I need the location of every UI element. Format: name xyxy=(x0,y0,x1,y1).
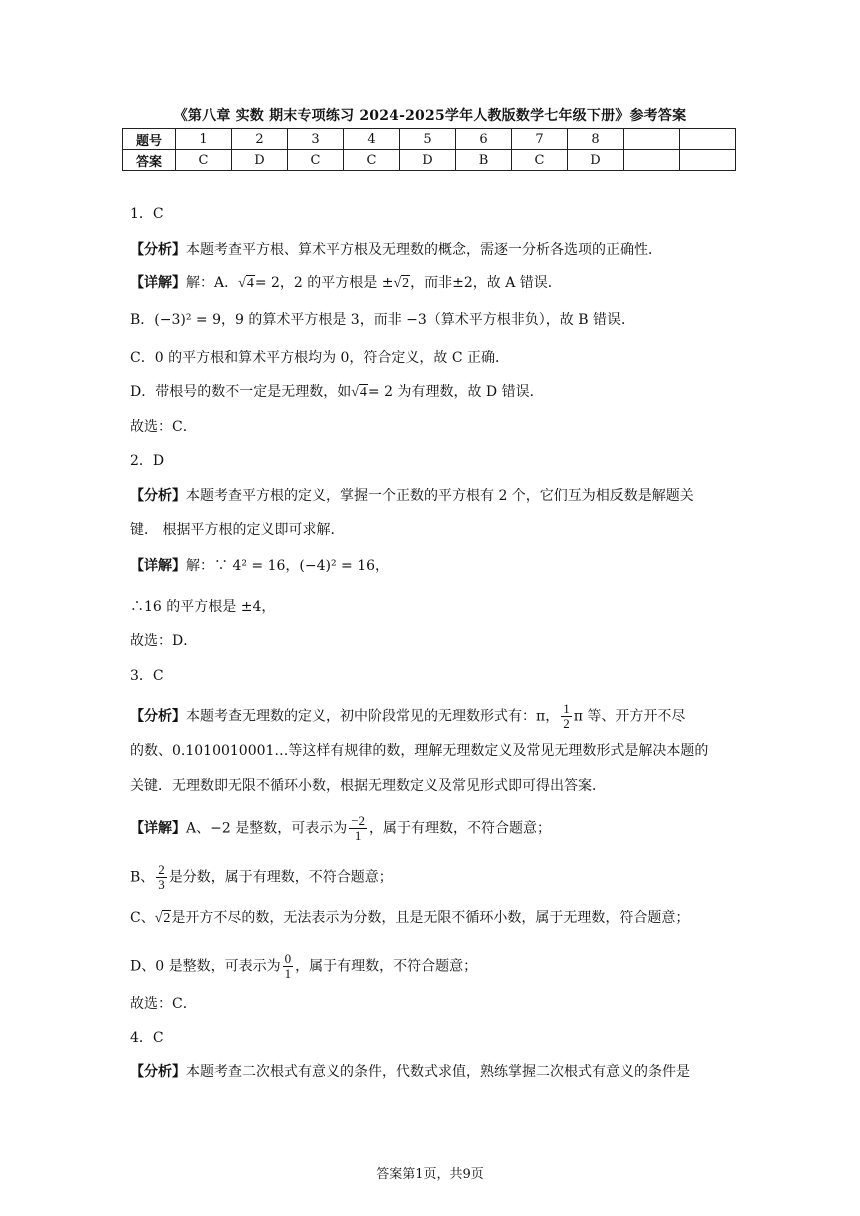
fraction xyxy=(561,702,572,731)
table-cell: 3 xyxy=(288,129,344,150)
detail-tag: 【详解】 xyxy=(130,820,186,837)
answer-table xyxy=(122,128,736,171)
sqrt-expression: √2 xyxy=(393,276,410,291)
detail-text: D．带根号的数不一定是无理数，如 xyxy=(130,384,352,400)
denominator: 3 xyxy=(158,877,165,892)
q3-option-c xyxy=(130,908,689,929)
answer-row xyxy=(123,150,736,171)
q2-heading: 2．D xyxy=(130,453,165,469)
detail-text: ，属于有理数，不符合题意； xyxy=(295,958,478,975)
numerator: −2 xyxy=(351,813,366,828)
detail-text: ，而非±2，故 A 错误． xyxy=(410,275,562,291)
q1-heading: 1．C xyxy=(130,206,164,222)
table-cell: D xyxy=(232,150,288,171)
q3-choose: 故选：C． xyxy=(130,996,197,1012)
table-cell: C xyxy=(288,150,344,171)
table-cell: 2 xyxy=(232,129,288,150)
page-title: 《第八章 实数 期末专项练习 2024-2025学年人教版数学七年级下册》参考答案 xyxy=(173,108,687,124)
table-cell: 8 xyxy=(568,129,624,150)
q1-choose: 故选：C． xyxy=(130,419,197,435)
radicand: 4 xyxy=(359,385,367,400)
detail-tag: 【详解】 xyxy=(130,275,186,291)
numerator: 2 xyxy=(158,862,165,877)
denominator: 2 xyxy=(563,716,570,731)
detail-text: 是分数，属于有理数，不符合题意； xyxy=(168,869,393,886)
sqrt-expression: √4 xyxy=(351,385,367,400)
detail-text: 是开方不尽的数，无法表示为分数，且是无限不循环小数，属于无理数，符合题意； xyxy=(171,910,690,926)
q1-option-d xyxy=(130,382,544,403)
fraction xyxy=(283,952,294,981)
fraction xyxy=(349,814,367,843)
q4-analysis xyxy=(130,1062,690,1082)
q1-detail xyxy=(130,273,562,294)
q3-analysis-cont: 的数、0.1010010001…等这样有规律的数，理解无理数定义及常见无理数形式是解决本题的 xyxy=(130,743,709,759)
question-number-row xyxy=(123,129,736,150)
table-cell xyxy=(680,150,736,171)
analysis-text: 本题考查无理数的定义，初中阶段常见的无理数形式有：π， xyxy=(186,708,560,725)
analysis-tag: 【分析】 xyxy=(130,1064,186,1080)
table-cell xyxy=(624,150,680,171)
table-cell xyxy=(680,129,736,150)
table-cell xyxy=(624,129,680,150)
q2-choose: 故选：D． xyxy=(130,633,198,649)
q3-heading: 3．C xyxy=(130,668,164,684)
analysis-text: 本题考查二次根式有意义的条件，代数式求值，熟练掌握二次根式有意义的条件是 xyxy=(186,1064,690,1080)
analysis-tag: 【分析】 xyxy=(130,708,186,725)
fraction xyxy=(156,863,167,892)
numerator: 0 xyxy=(284,951,292,966)
detail-text: 解：∵ 4² = 16，(−4)² = 16， xyxy=(186,558,390,574)
analysis-text: 本题考查平方根的定义，掌握一个正数的平方根有 2 个，它们互为相反数是解题关 xyxy=(186,488,694,504)
analysis-text: π 等、开方开不尽 xyxy=(573,708,686,725)
q2-detail xyxy=(130,556,389,576)
table-cell: 1 xyxy=(176,129,232,150)
detail-text: C、 xyxy=(130,910,155,926)
q1-option-b: B．(−3)² = 9，9 的算术平方根是 3，而非 −3（算术平方根非负），故 B 错误． xyxy=(130,312,635,328)
radicand: 4 xyxy=(246,276,254,291)
q2-analysis-cont: 键． 根据平方根的定义即可求解． xyxy=(130,522,345,538)
q3-option-b xyxy=(130,863,393,892)
sqrt-expression: √4 xyxy=(238,276,254,291)
radicand: 2 xyxy=(163,911,171,926)
table-cell: B xyxy=(456,150,512,171)
sqrt-expression: √2 xyxy=(154,911,171,926)
denominator: 1 xyxy=(284,966,292,981)
numerator: 1 xyxy=(563,701,570,716)
table-cell: D xyxy=(568,150,624,171)
analysis-tag: 【分析】 xyxy=(130,488,186,504)
q3-option-d xyxy=(130,952,477,981)
q3-analysis xyxy=(130,702,685,731)
detail-text: D、0 是整数，可表示为 xyxy=(130,958,281,975)
table-cell: 5 xyxy=(400,129,456,150)
table-cell: 7 xyxy=(512,129,568,150)
q1-analysis xyxy=(130,240,662,260)
q2-analysis xyxy=(130,486,694,506)
denominator: 1 xyxy=(354,828,362,843)
table-cell: C xyxy=(512,150,568,171)
analysis-text: 本题考查平方根、算术平方根及无理数的概念，需逐一分析各选项的正确性． xyxy=(186,242,662,258)
detail-text: B、 xyxy=(130,869,155,886)
q1-option-c: C．0 的平方根和算术平方根均为 0，符合定义，故 C 正确． xyxy=(130,350,510,366)
detail-text: A、−2 是整数，可表示为 xyxy=(186,820,348,837)
row-label-number: 题号 xyxy=(123,129,176,150)
detail-text: 解：A． xyxy=(186,275,239,291)
q3-analysis-cont: 关键．无理数即无限不循环小数，根据无理数定义及常见形式即可得出答案． xyxy=(130,778,606,794)
table-cell: C xyxy=(344,150,400,171)
table-cell: D xyxy=(400,150,456,171)
detail-text: = 2，2 的平方根是 ± xyxy=(254,275,394,291)
analysis-tag: 【分析】 xyxy=(130,242,186,258)
detail-text: ，属于有理数，不符合题意； xyxy=(369,820,552,837)
detail-text: = 2 为有理数，故 D 错误． xyxy=(367,384,544,400)
table-cell: 6 xyxy=(456,129,512,150)
q4-heading: 4．C xyxy=(130,1030,164,1046)
page-footer: 答案第1页，共9页 xyxy=(376,1167,484,1182)
table-cell: 4 xyxy=(344,129,400,150)
row-label-answer: 答案 xyxy=(123,150,176,171)
q3-detail xyxy=(130,814,551,843)
table-cell: C xyxy=(176,150,232,171)
detail-tag: 【详解】 xyxy=(130,558,186,574)
q2-therefore: ∴16 的平方根是 ±4， xyxy=(130,599,276,615)
radicand: 2 xyxy=(402,276,410,291)
